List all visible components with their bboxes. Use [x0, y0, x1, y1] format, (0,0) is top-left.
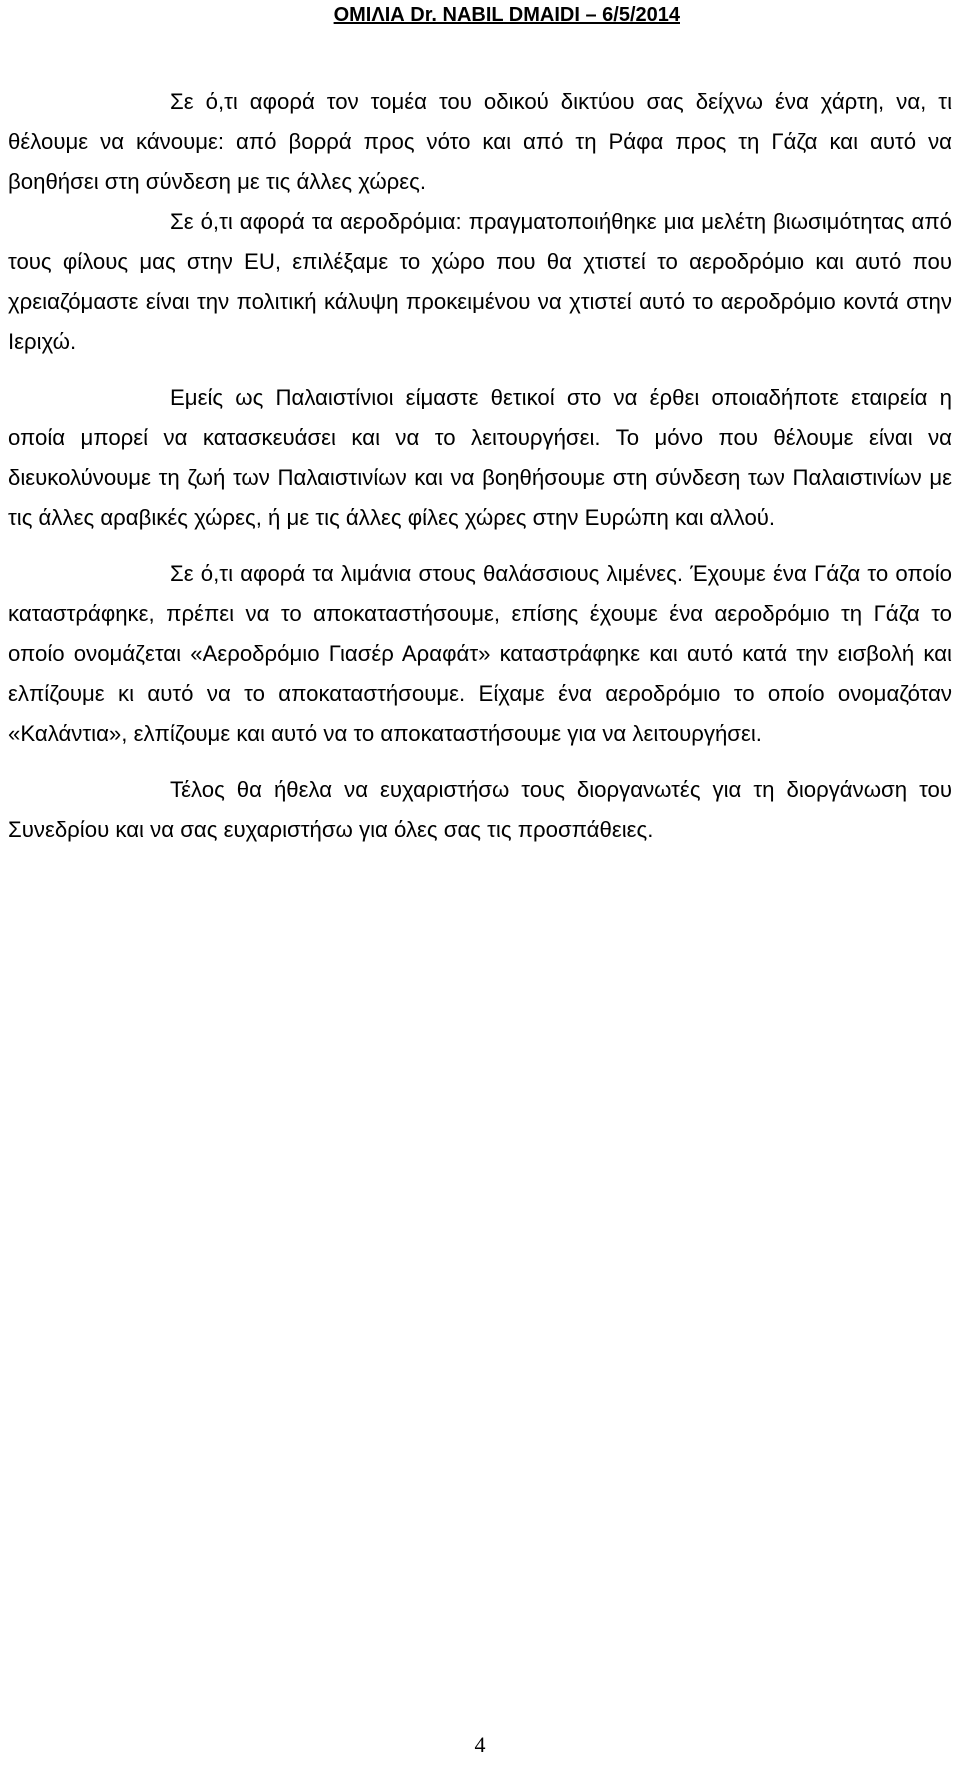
paragraph-closing: Τέλος θα ήθελα να ευχαριστήσω τους διοργανωτές για τη διοργάνωση του Συνεδρίου και να σας ευχαριστήσω για όλες σας τις προσπάθειες.: [8, 777, 952, 842]
page-header: ΟΜΙΛΙΑ Dr. NABIL DMAIDI – 6/5/2014: [333, 4, 680, 26]
paragraph-airports: Σε ό,τι αφορά τα αεροδρόμια: πραγματοποιήθηκε μια μελέτη βιωσιμότητας από τους φίλους μας στην EU, επιλέξαμε το χώρο που θα χτιστεί το αεροδρόμιο και αυτό που χρειαζόμαστε είναι την πολιτική κάλυψη προκειμένου να χτιστεί αυτό το αεροδρόμιο κοντά στην Ιεριχώ.: [8, 209, 952, 354]
paragraph-road-network: Σε ό,τι αφορά τον τομέα του οδικού δικτύου σας δείχνω ένα χάρτη, να, τι θέλουμε να κάνουμε: από βορρά προς νότο και από τη Ράφα προς τη Γάζα και αυτό να βοηθήσει στη σύνδεση με τις άλλες χώρες.: [8, 89, 952, 194]
paragraph-palestinians: Εμείς ως Παλαιστίνιοι είμαστε θετικοί στο να έρθει οποιαδήποτε εταιρεία η οποία μπορεί να κατασκευάσει και να το λειτουργήσει. Το μόνο που θέλουμε είναι να διευκολύνουμε τη ζωή των Παλαιστινίων και να βοηθήσουμε στη σύνδεση των Παλαιστινίων με τις άλλες αραβικές χώρες, ή με τις άλλες φίλες χώρες στην Ευρώπη και αλλού.: [8, 385, 952, 530]
paragraph-ports: Σε ό,τι αφορά τα λιμάνια στους θαλάσσιους λιμένες. Έχουμε ένα Γάζα το οποίο καταστράφηκε, πρέπει να το αποκαταστήσουμε, επίσης έχουμε ένα αεροδρόμιο τη Γάζα το οποίο ονομάζεται «Αεροδρόμιο Γιασέρ Αραφάτ» καταστράφηκε και αυτό κατά την εισβολή και ελπίζουμε κι αυτό να το αποκαταστήσουμε. Είχαμε ένα αεροδρόμιο το οποίο ονομαζόταν «Καλάντια», ελπίζουμε και αυτό να το αποκαταστήσουμε για να λειτουργήσει.: [8, 561, 952, 746]
document-body: [8, 82, 952, 850]
page-number: 4: [474, 1732, 486, 1757]
